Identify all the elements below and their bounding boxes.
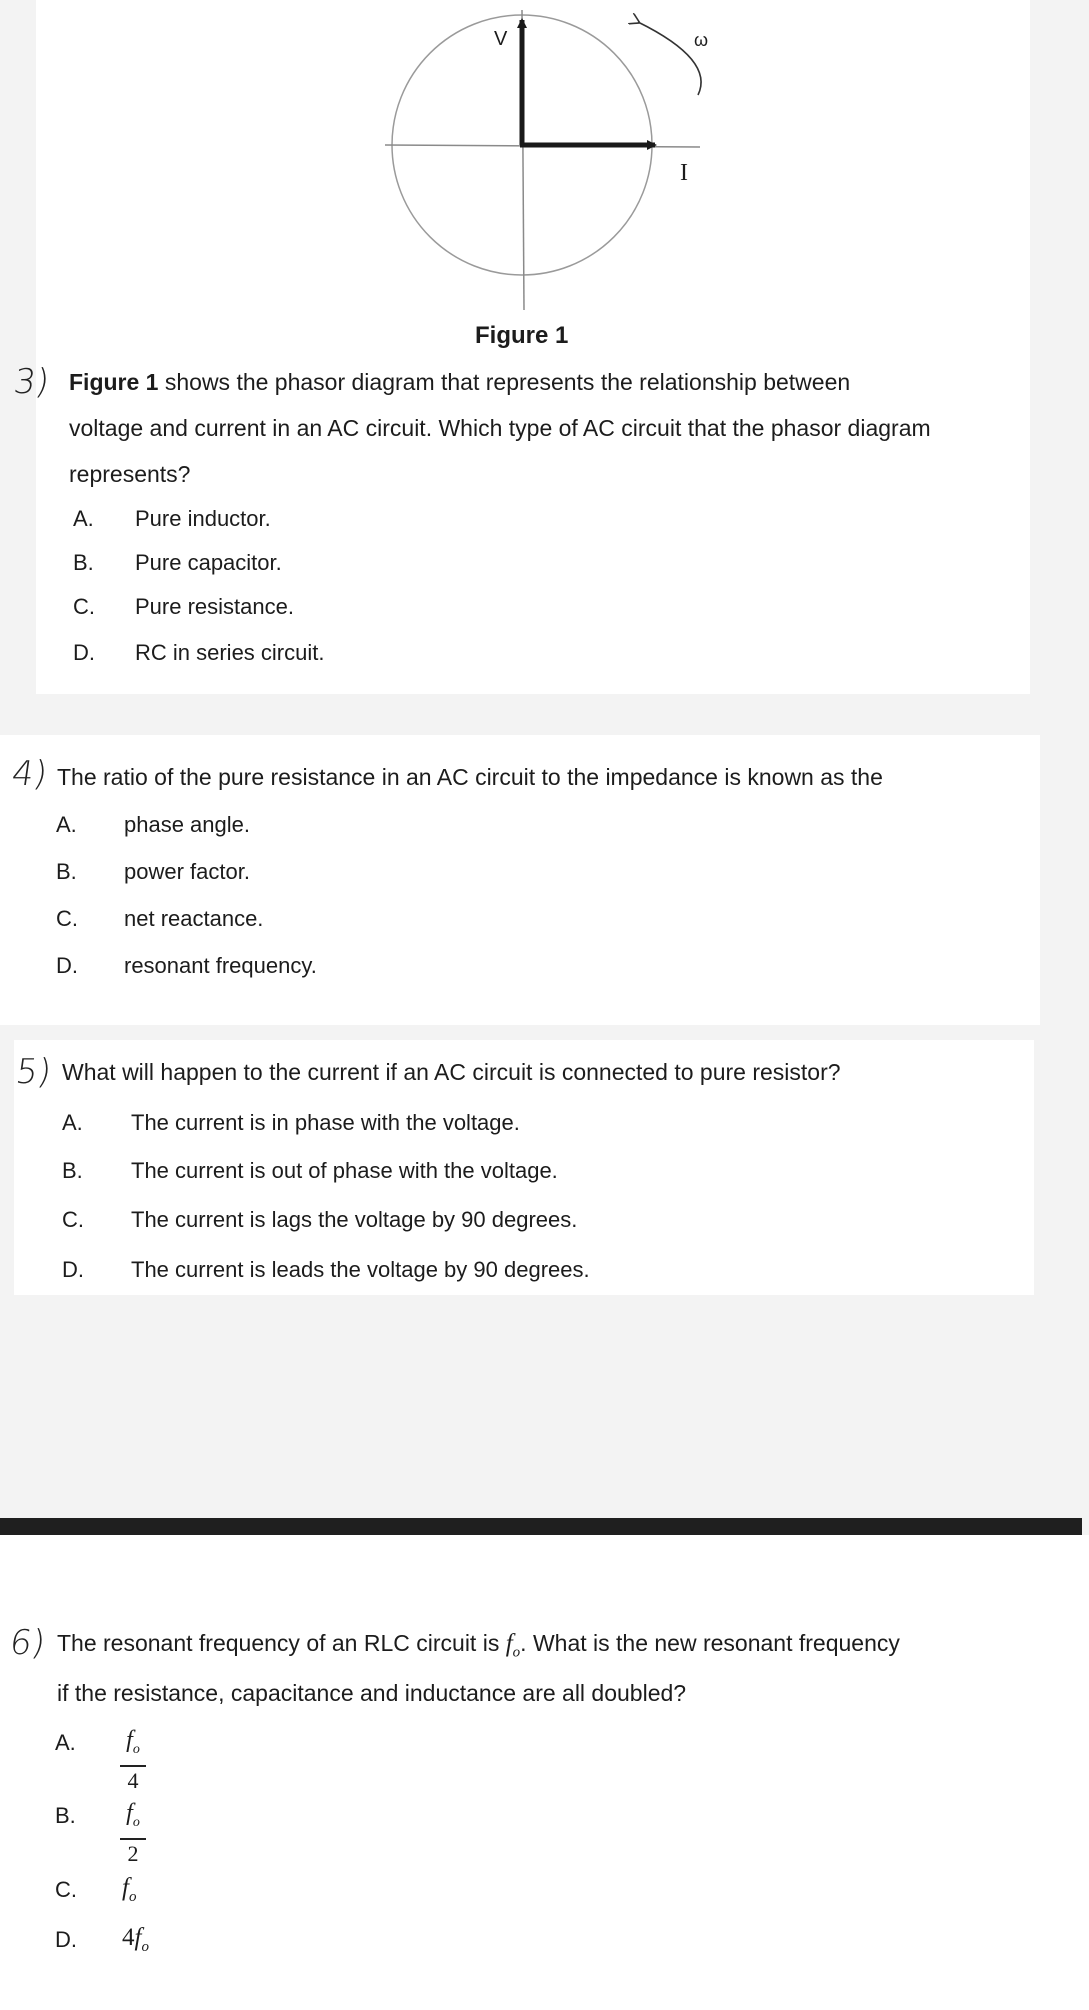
q5-option-b-text: The current is out of phase with the voltage. [131,1158,558,1183]
question-5-line-1: What will happen to the current if an AC circuit is connected to pure resistor? [62,1059,841,1085]
phasor-diagram [370,0,730,320]
question-number-4: 4) [9,754,50,794]
question-4-line-1: The ratio of the pure resistance in an AC circuit to the impedance is known as the [57,764,883,790]
q5-option-c-letter: C. [62,1207,84,1232]
q5-option-a-text: The current is in phase with the voltage. [131,1110,520,1135]
q4-option-d-letter: D. [56,953,78,978]
q6-option-a-letter: A. [55,1730,76,1755]
f-naught-symbol: f [505,1630,513,1657]
v-label: V [494,28,508,50]
question-card-6 [0,1535,1089,2010]
q5-option-c-text: The current is lags the voltage by 90 degrees. [131,1207,578,1232]
q6-option-d-text: $4f_o$ [122,1924,149,1955]
q5-option-a-letter: A. [62,1110,83,1135]
q6-option-d-letter: D. [55,1927,77,1952]
omega-rotation-arrow [638,22,701,95]
question-number-5: 5) [13,1052,54,1092]
q4-option-a-text: phase angle. [124,812,250,837]
q3-option-a-text: Pure inductor. [135,506,271,531]
image-divider [0,1518,1082,1535]
question-3-line-1: Figure 1 shows the phasor diagram that represents the relationship between [69,369,851,395]
q4-option-d-text: resonant frequency. [124,953,317,978]
q3-option-d-letter: D. [73,640,95,665]
q6-option-b-letter: B. [55,1803,76,1828]
i-label: I [680,160,688,186]
question-3-line-3: represents? [69,461,191,487]
q3-option-b-letter: B. [73,550,94,575]
q4-option-a-letter: A. [56,812,77,837]
q5-option-d-text: The current is leads the voltage by 90 degrees. [131,1257,590,1282]
q3-option-c-letter: C. [73,594,95,619]
q5-option-d-letter: D. [62,1257,84,1282]
q4-option-b-letter: B. [56,859,77,884]
q4-option-c-letter: C. [56,906,78,931]
q4-option-c-text: net reactance. [124,906,264,931]
q6-option-a-fraction: $f_o$ 4 [120,1727,146,1793]
q5-option-b-letter: B. [62,1158,83,1183]
q3-option-d-text: RC in series circuit. [135,640,325,665]
question-number-3: 3) [11,362,52,402]
q4-option-b-text: power factor. [124,859,250,884]
question-6-line-1: The resonant frequency of an RLC circuit is $f_o$. What is the new resonant frequency [57,1630,900,1661]
q6-option-c-text: $f_o$ [122,1874,137,1905]
q3-option-c-text: Pure resistance. [135,594,294,619]
q6-option-b-fraction: $f_o$ 2 [120,1800,146,1866]
q6-option-c-letter: C. [55,1877,77,1902]
figure-reference: Figure 1 [69,369,159,395]
q3-option-b-text: Pure capacitor. [135,550,282,575]
question-number-6: 6) [7,1623,48,1663]
q3-option-a-letter: A. [73,506,94,531]
question-6-line-2: if the resistance, capacitance and inductance are all doubled? [57,1680,687,1706]
figure-caption: Figure 1 [475,322,569,349]
question-3-line-2: voltage and current in an AC circuit. Which type of AC circuit that the phasor diagram [69,415,931,441]
omega-label: ω [694,30,709,50]
